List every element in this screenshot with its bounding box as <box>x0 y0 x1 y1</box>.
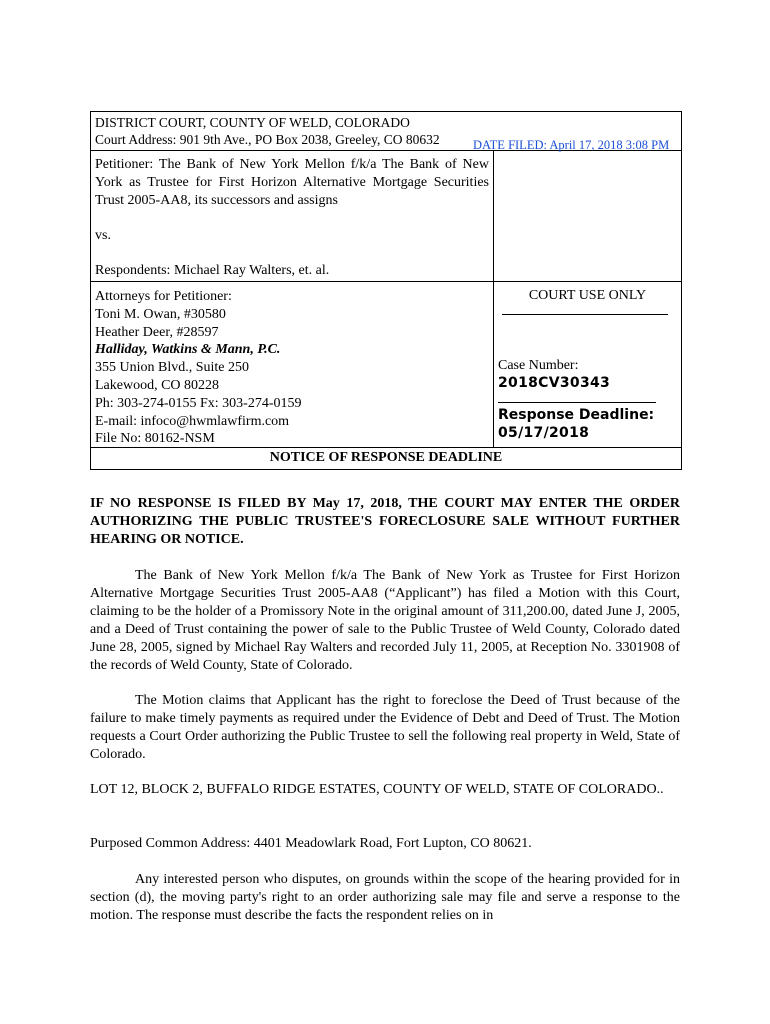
case-number: 2018CV30343 <box>498 375 611 391</box>
parties-block <box>91 151 494 281</box>
firm-city: Lakewood, CO 80228 <box>95 377 220 393</box>
respondents-text: Respondents: Michael Ray Walters, et. al. <box>95 263 330 278</box>
response-deadline-label: Response Deadline: <box>498 407 655 423</box>
file-number: File No: 80162-NSM <box>95 431 215 447</box>
case-divider <box>498 402 656 403</box>
petitioner-text: Petitioner: The Bank of New York Mellon f/k/a The Bank of New York as Trustee for First Horizon Alternative Mortgage Securities Trust 2005-AA8, its successors and assigns <box>95 157 489 208</box>
court-header <box>91 112 681 150</box>
attorney-name-2: Heather Deer, #28597 <box>95 324 219 340</box>
court-use-divider <box>502 314 668 315</box>
case-number-label: Case Number: <box>498 358 579 373</box>
parties-row <box>91 151 681 282</box>
attorney-name-1: Toni M. Owan, #30580 <box>95 306 226 322</box>
attorney-block <box>91 282 494 447</box>
court-header-row <box>91 112 681 151</box>
court-use-block <box>494 282 681 447</box>
law-firm-name: Halliday, Watkins & Mann, P.C. <box>95 342 281 358</box>
response-paragraph: Any interested person who disputes, on grounds within the scope of the hearing provided for in section (d), the moving party's right to an order authorizing sale may file and serve a response to the motion. The response must describe the facts the respondent relies on in <box>90 872 680 923</box>
date-filed-stamp: DATE FILED: April 17, 2018 3:08 PM <box>473 138 670 152</box>
versus-text: vs. <box>95 228 111 243</box>
court-name: DISTRICT COURT, COUNTY OF WELD, COLORADO <box>95 115 410 130</box>
notice-title: NOTICE OF RESPONSE DEADLINE <box>91 447 681 469</box>
legal-description: LOT 12, BLOCK 2, BUFFALO RIDGE ESTATES, COUNTY OF WELD, STATE OF COLORADO.. <box>90 782 664 797</box>
court-use-only-label: COURT USE ONLY <box>528 288 647 303</box>
common-address: Purposed Common Address: 4401 Meadowlark Road, Fort Lupton, CO 80621. <box>90 836 532 851</box>
claim-paragraph: The Motion claims that Applicant has the right to foreclose the Deed of Trust because of the failure to make timely payments as required under the Evidence of Debt and Deed of Trust. The Motion requests a Court Order authorizing the Public Trustee to sell the following real property in Weld, State of Colorado. <box>90 693 680 762</box>
motion-paragraph: The Bank of New York Mellon f/k/a The Bank of New York as Trustee for First Horizon Alternative Mortgage Securities Trust 2005-AA8 (“Applicant”) has filed a Motion with this Court, claiming to be the holder of a Promissory Note in the original amount of 311,200.00, dated June J, 2005, and a Deed of Trust containing the power of sale to the Public Trustee of Weld County, Colorado dated June 28, 2005, signed by Michael Ray Walters and recorded July 11, 2005, at Reception No. 3301908 of the records of Weld County, State of Colorado. <box>90 568 680 673</box>
warning-paragraph: IF NO RESPONSE IS FILED BY May 17, 2018, THE COURT MAY ENTER THE ORDER AUTHORIZING THE PUBLIC TRUSTEE'S FORECLOSURE SALE WITHOUT FURTHER HEARING OR NOTICE. <box>90 496 680 547</box>
firm-phone-fax: Ph: 303-274-0155 Fx: 303-274-0159 <box>95 395 302 411</box>
court-address: Court Address: 901 9th Ave., PO Box 2038, Greeley, CO 80632 <box>95 132 440 147</box>
response-deadline-date: 05/17/2018 <box>498 425 590 441</box>
attorneys-heading: Attorneys for Petitioner: <box>95 289 232 304</box>
firm-email: E-mail: infoco@hwmlawfirm.com <box>95 413 290 429</box>
parties-right-blank <box>494 151 681 281</box>
case-caption-table <box>90 111 682 470</box>
attorneys-row <box>91 282 681 447</box>
firm-street: 355 Union Blvd., Suite 250 <box>95 360 250 376</box>
